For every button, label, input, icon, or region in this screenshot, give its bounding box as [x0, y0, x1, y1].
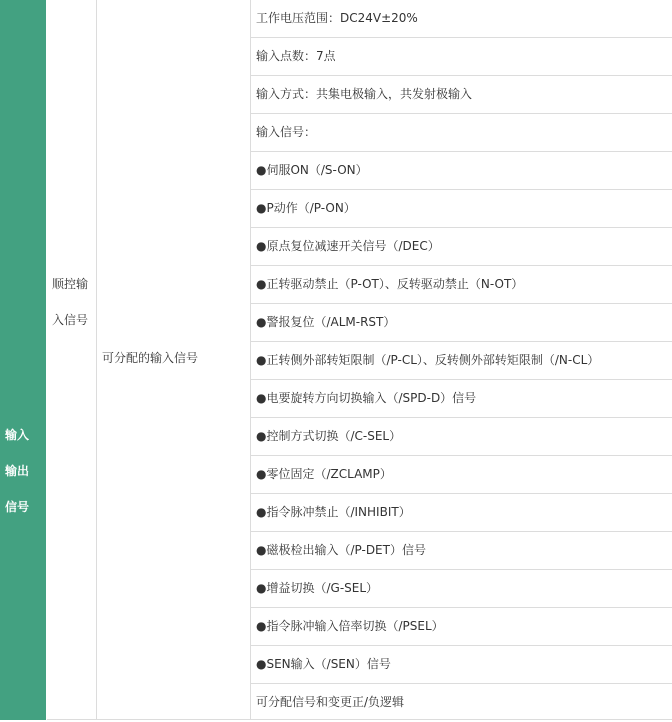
spec-row: ●磁极检出输入（/P-DET）信号: [251, 532, 672, 570]
spec-row: 输入方式：共集电极输入，共发射极输入: [251, 76, 672, 114]
spec-row: ●SEN输入（/SEN）信号: [251, 646, 672, 684]
spec-row: 工作电压范围：DC24V±20%: [251, 0, 672, 38]
spec-row: 输入信号：: [251, 114, 672, 152]
subcategory-line-1: 顺控输: [52, 277, 89, 291]
spec-row: ●警报复位（/ALM-RST）: [251, 304, 672, 342]
spec-row: ●正转侧外部转矩限制（/P-CL）、反转侧外部转矩限制（/N-CL）: [251, 342, 672, 380]
spec-row: ●正转驱动禁止（P-OT）、反转驱动禁止（N-OT）: [251, 266, 672, 304]
category-line-1: 输入: [5, 428, 30, 442]
spec-row: ●电要旋转方向切换输入（/SPD-D）信号: [251, 380, 672, 418]
subcategory-label: [52, 266, 88, 338]
spec-row: ●指令脉冲禁止（/INHIBIT）: [251, 494, 672, 532]
group-cell: [97, 0, 251, 720]
spec-row: ●原点复位减速开关信号（/DEC）: [251, 228, 672, 266]
spec-row: ●伺服ON（/S-ON）: [251, 152, 672, 190]
category-line-2: 输出: [5, 464, 30, 478]
subcategory-line-2: 入信号: [52, 313, 89, 327]
group-label: 可分配的输入信号: [102, 351, 199, 365]
spec-row: ●零位固定（/ZCLAMP）: [251, 456, 672, 494]
subcategory-cell: [47, 0, 97, 720]
spec-row: ●指令脉冲输入倍率切换（/PSEL）: [251, 608, 672, 646]
spec-row: ●增益切换（/G-SEL）: [251, 570, 672, 608]
spec-row: ●P动作（/P-ON）: [251, 190, 672, 228]
spec-row: ●控制方式切换（/C-SEL）: [251, 418, 672, 456]
category-line-3: 信号: [5, 500, 30, 514]
category-label: [5, 417, 29, 525]
spec-row: 输入点数：7点: [251, 38, 672, 76]
category-cell: [0, 0, 47, 720]
spec-row: 可分配信号和变更正/负逻辑: [256, 695, 405, 709]
spec-list: [251, 0, 672, 720]
